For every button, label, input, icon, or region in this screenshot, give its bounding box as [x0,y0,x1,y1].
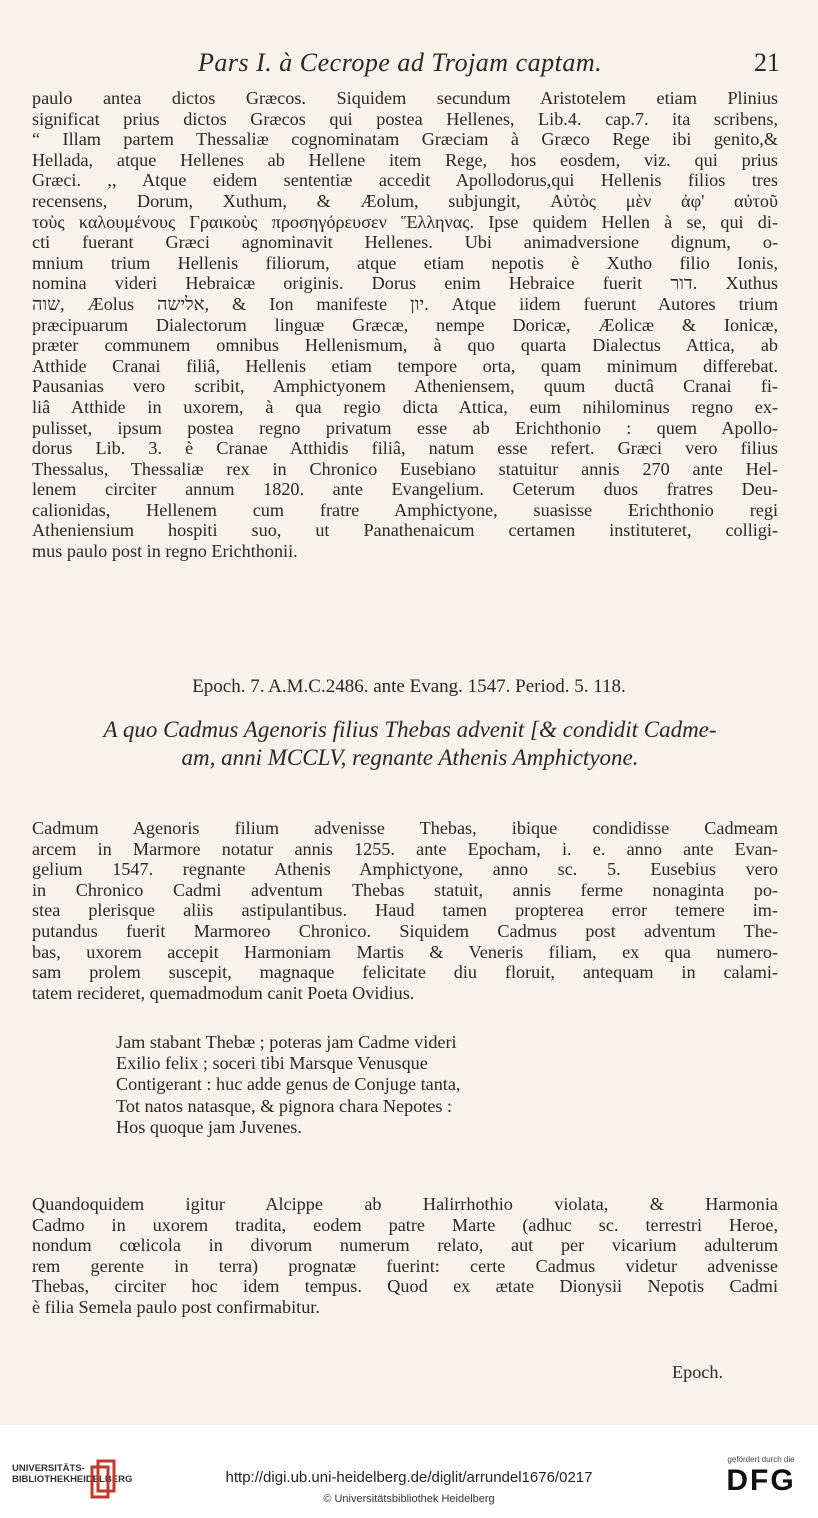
text-line: arcem in Marmore notatur annis 1255. ante Epocham, i. e. anno ante Evan- [32,838,778,859]
text-line: præter communem omnibus Hellenismum, à quo quarta Dialectus Attica, ab [32,335,778,356]
text-line: UNIVERSITÄTS- [12,1463,85,1474]
text-line: Cadmum Agenoris filium advenisse Thebas, ibique condidisse Cadmeam [32,818,778,838]
text-line: calionidas, Hellenem cum fratre Amphictyone, suasisse Erichthonio regi [32,499,778,520]
text-line: Exilio felix ; soceri tibi Marsque Venusque [116,1053,428,1074]
text-line: rem gerente in terra) prognatæ fuerint: certe Cadmus videtur advenisse [32,1255,778,1276]
text-line: שוה, Æolus אלישה, & Ion manifeste יון. Atque iidem fuerunt Autores trium [32,293,778,314]
funding-note: gefördert durch die [727,1455,795,1464]
text-line: putandus fuerit Marmoreo Chronico. Siquidem Cadmus post adventum The- [32,920,778,941]
text-line: Quandoquidem igitur Alcippe ab Halirrhothio violata, & Harmonia [32,1194,778,1214]
text-line: A quo Cadmus Agenoris filius Thebas advenit [& condidit Cadme- [103,717,717,742]
paragraph-text-3 [32,1194,778,1318]
text-line: Atthide Cranai filiâ, Hellenis etiam tempore orta, quam minimum differebat. [32,355,778,376]
text-line: pulisset, ipsum postea regno privatum esse ab Erichthonio : quem Apollo- [32,417,778,438]
catchword: Epoch. [672,1362,724,1382]
text-line: mus paulo post in regno Erichthonii. [32,541,298,562]
running-title: Pars I. à Cecrope ad Trojam captam. [198,48,603,77]
dfg-logo[interactable] [716,1455,806,1510]
text-line: è filia Semela paulo post confirmabitur. [32,1296,320,1317]
viewer-footer [0,1425,818,1518]
text-line: BIBLIOTHEK [12,1474,71,1485]
text-line: Tot natos natasque, & pignora chara Nepotes : [116,1095,453,1116]
text-line: Hellada, atque Hellenes ab Hellene item Rege, hos eosdem, viz. qui prius [32,149,778,170]
text-line: Pausanias vero scribit, Amphictyonem Atheniensem, quum ductâ Cranai fi- [32,376,778,397]
text-line: Contigerant : huc adde genus de Conjuge tanta, [116,1074,461,1095]
text-line: sam prolem suscepit, magnaque felicitate diu floruit, antequam in calami- [32,962,778,983]
text-line: liâ Atthide in uxorem, à qua regio dicta Attica, eum nihilominus regno ex- [32,396,778,417]
copyright-notice: © Universitätsbibliothek Heidelberg [323,1493,495,1505]
text-line: bas, uxorem accepit Harmoniam Martis & Veneris filiam, ex qua numero- [32,941,778,962]
text-line: HEIDELBERG [70,1474,133,1485]
dfg-logo-text: DFG [726,1464,796,1497]
text-line: Atheniensium hospiti suo, ut Panathenaicum certamen instituteret, colligi- [32,520,778,541]
text-line: Jam stabant Thebæ ; poteras jam Cadme videri [116,1032,457,1052]
text-line: am, anni MCCLV, regnante Athenis Amphictyone. [181,745,639,770]
text-line: tatem recideret, quemadmodum canit Poeta Ovidius. [32,982,415,1003]
text-line: Hos quoque jam Juvenes. [116,1116,302,1137]
text-line: in Chronico Cadmi adventum Thebas statuit, annis ferme nonaginta po- [32,879,778,900]
section-heading [40,716,780,772]
permalink-url[interactable]: http://digi.ub.uni-heidelberg.de/diglit/arrundel1676/0217 [225,1469,593,1486]
text-line: recensens, Dorum, Xuthum, & Æolum, subjungit, Αὐτὸς μὲν ἀφ' αὐτοῦ [32,190,778,211]
text-line: Thessalus, Thessaliæ rex in Chronico Eusebiano statuitur annis 270 ante Hel- [32,458,778,479]
text-line: cti fuerant Græci agnominavit Hellenes. Ubi animadversione dignum, o- [32,232,778,253]
text-line: τοὺς καλουμένους Γραικοὺς προσηγόρευσεν Ἕλληνας. Ipse quidem Hellen à se, qui di- [32,211,778,232]
text-line: præcipuarum Dialectorum linguæ Græcæ, nempe Doricæ, Æolicæ & Ionicæ, [32,314,778,335]
epoch-line: Epoch. 7. A.M.C.2486. ante Evang. 1547. Period. 5. 118. [192,676,626,697]
text-line: paulo antea dictos Græcos. Siquidem secundum Aristotelem etiam Plinius [32,88,778,108]
page-number: 21 [754,48,780,77]
text-line: gelium 1547. regnante Athenis Amphictyone, anno sc. 5. Eusebius vero [32,859,778,880]
page-header [30,48,780,84]
text-line: lenem circiter annum 1820. ante Evangelium. Ceterum duos fratres Deu- [32,479,778,500]
text-line: stea plerisque aliis astipulantibus. Haud tamen propterea error temere im- [32,900,778,921]
text-line: nondum cœlicola in divorum numerum relato, aut per vicarium adulterum [32,1235,778,1256]
text-line: dorus Lib. 3. è Cranae Atthidis filiâ, natum esse refert. Græci vero filius [32,438,778,459]
text-line: significat prius dictos Græcos qui postea Hellenes, Lib.4. cap.7. ita scribens, [32,108,778,129]
text-line: mnium trium Hellenis filiorum, atque etiam nepotis è Xutho filio Ionis, [32,252,778,273]
ovid-poem-quote [116,1032,576,1138]
text-line: Cadmo in uxorem tradita, eodem patre Marte (adhuc sc. terrestri Heroe, [32,1214,778,1235]
text-line: Græci. ,, Atque eidem sententiæ accedit Apollodorus,qui Hellenis filios tres [32,170,778,191]
text-line: Thebas, circiter hoc idem tempus. Quod ex ætate Dionysii Nepotis Cadmi [32,1276,778,1297]
text-line: “ Illam partem Thessaliæ cognominatam Græciam à Græco Rege ibi genito,& [32,129,778,150]
paragraph-text-1 [32,88,778,562]
text-line: nomina videri Hebraicæ originis. Dorus enim Hebraice fuerit דור. Xuthus [32,273,778,294]
paragraph-text-2 [32,818,778,1003]
